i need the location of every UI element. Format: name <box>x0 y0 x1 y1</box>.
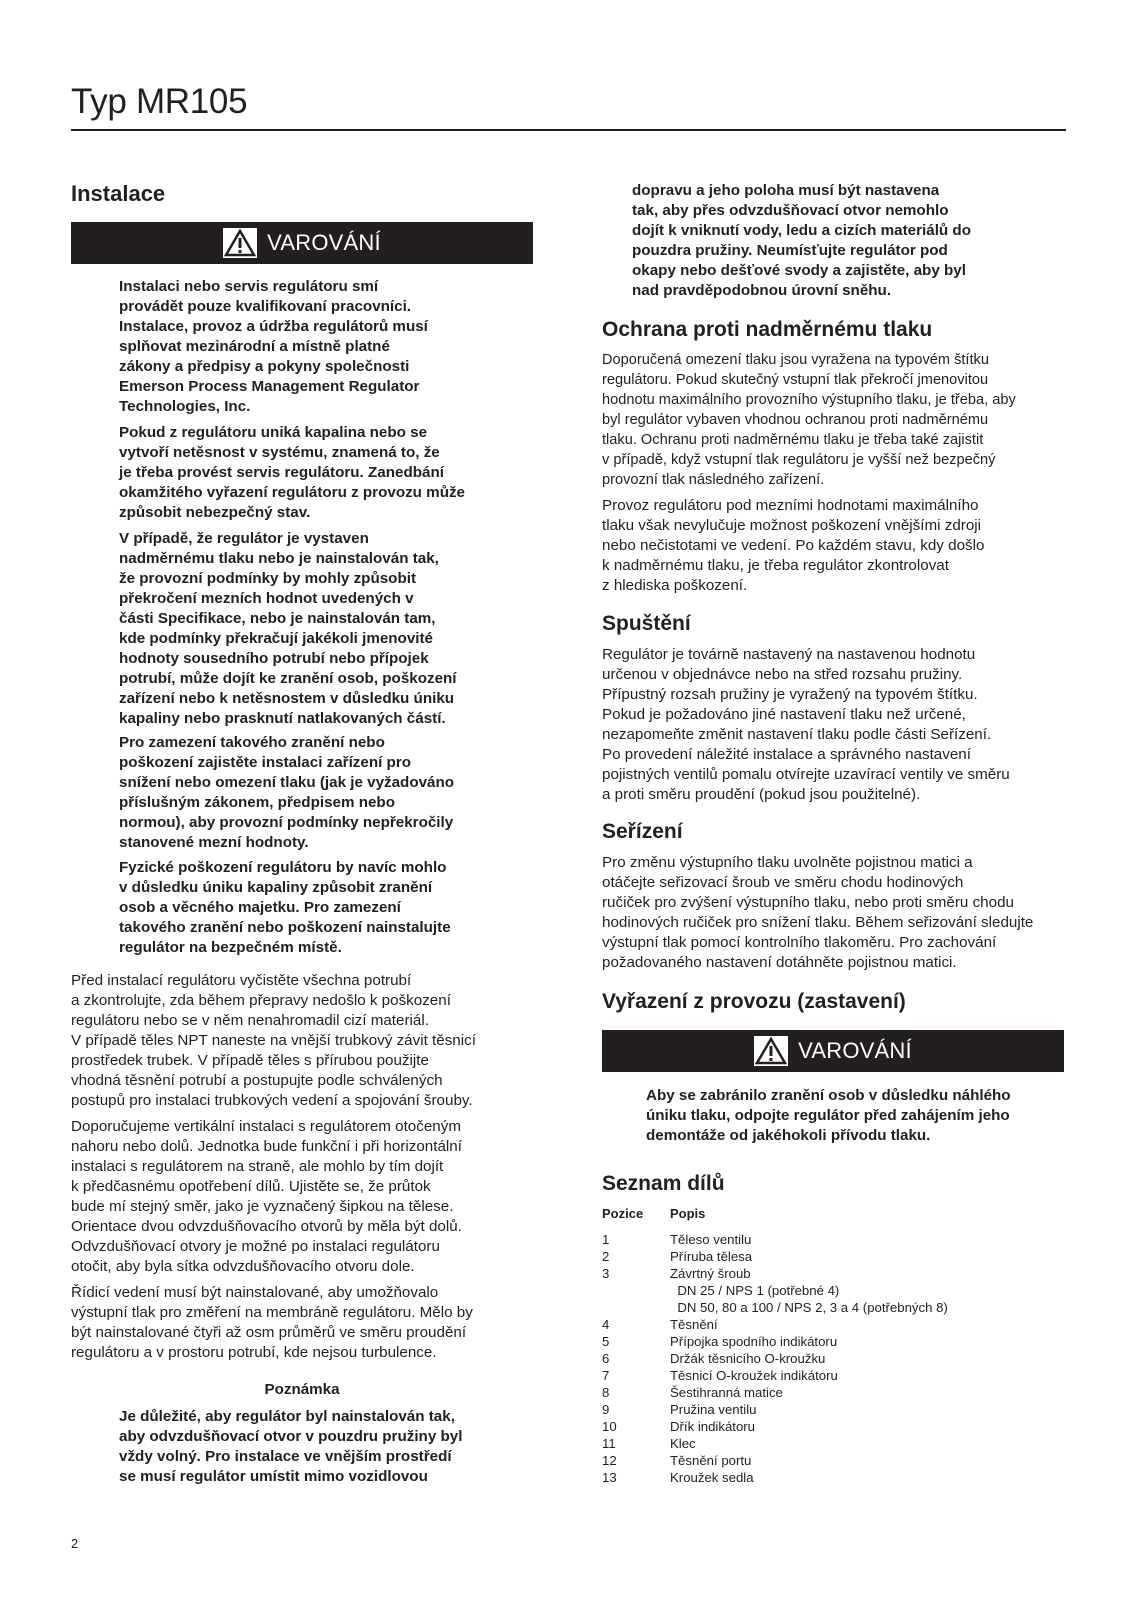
text-line: se musí regulátor umístit mimo vozidlovou <box>119 1468 428 1485</box>
text-line: zařízení nebo k netěsnostem v důsledku úniku <box>119 690 455 707</box>
text-line: je třeba provést servis regulátoru. Zanedbání <box>119 464 444 481</box>
text-line: osob a věcného majetku. Pro zamezení <box>119 899 401 916</box>
text-line: tlaku však nevylučuje možnost poškození vnějšími zdroji <box>602 517 982 534</box>
text-line: splňovat mezinárodní a místně platné <box>119 338 390 355</box>
part-description: DN 25 / NPS 1 (potřebné 4) <box>670 1283 840 1298</box>
overpressure-paragraph <box>602 496 1067 596</box>
part-number: 9 <box>602 1402 610 1417</box>
text-line: Odvzdušňovací otvory je možné po instalaci regulátoru <box>71 1238 440 1255</box>
text-line: Řídicí vedení musí být nainstalované, aby umožňovalo <box>71 1284 439 1301</box>
part-description: Šestihranná matice <box>670 1385 783 1400</box>
warning-paragraph <box>119 858 499 958</box>
text-line: pojistných ventilů pomalu otvírejte uzavírací ventily ve směru <box>602 766 1010 783</box>
text-line: Aby se zabránilo zranění osob v důsledku náhlého <box>646 1087 1011 1104</box>
text-line: pouzdra pružiny. Neumísťujte regulátor pod <box>632 242 948 259</box>
text-line: regulátor na bezpečném místě. <box>119 939 342 956</box>
warning-paragraph <box>119 277 499 417</box>
body-paragraph <box>71 1283 536 1363</box>
part-number: 11 <box>602 1436 616 1451</box>
text-line: že provozní podmínky by mohly způsobit <box>119 570 417 587</box>
overpressure-heading: Ochrana proti nadměrnému tlaku <box>602 318 933 341</box>
text-line: byl regulátor vybaven vhodnou ochranou proti nadměrnému <box>602 412 989 428</box>
note-label: Poznámka <box>264 1381 340 1398</box>
text-line: bude mí stejný směr, jako je vyznačený šipkou na tělese. <box>71 1198 454 1215</box>
text-line: úniku tlaku, odpojte regulátor před zahájením jeho <box>646 1107 1010 1124</box>
text-line: Před instalací regulátoru vyčistěte všechna potrubí <box>71 972 412 989</box>
text-line: V případě těles NPT naneste na vnější trubkový závit těsnicí <box>71 1032 476 1049</box>
warning-paragraph <box>119 529 499 729</box>
parts-row <box>602 1350 825 1367</box>
body-paragraph <box>71 971 536 1111</box>
text-line: okapy nebo dešťové svody a zajistěte, aby byl <box>632 262 966 279</box>
text-line: regulátoru. Pokud skutečný vstupní tlak překročí jmenovitou <box>602 372 989 388</box>
text-line: dopravu a jeho poloha musí být nastavena <box>632 182 940 199</box>
text-line: otáčejte seřizovací šroub ve směru chodu hodinových <box>602 874 964 891</box>
parts-row <box>602 1418 755 1435</box>
part-number: 8 <box>602 1385 610 1400</box>
text-line: regulátoru nebo se v něm nenahromadil cizí materiál. <box>71 1012 429 1029</box>
text-line: Pokud je požadováno jiné nastavení tlaku než určené, <box>602 706 966 723</box>
text-line: z hlediska poškození. <box>602 577 748 594</box>
text-line: vhodná těsnění potrubí a postupujte podle schválených <box>71 1072 443 1089</box>
text-line: nadměrnému tlaku nebo je nainstalován tak, <box>119 550 439 567</box>
text-line: požadovaného nastavení dotáhněte pojistnou matici. <box>602 954 957 971</box>
text-line: nebo nečistotami ve vedení. Po každém stavu, kdy došlo <box>602 537 985 554</box>
part-number: 2 <box>602 1249 610 1264</box>
text-line: regulátoru a v prostoru potrubí, kde nejsou turbulence. <box>71 1344 437 1361</box>
text-line: hodnotu maximálního provozního výstupního tlaku, je třeba, aby <box>602 392 1016 408</box>
text-line: určenou v objednávce nebo na střed rozsahu pružiny. <box>602 666 963 683</box>
document-title: Typ MR105 <box>71 82 248 121</box>
text-line: kde podmínky překračují jakékoli jmenovité <box>119 630 433 647</box>
part-description: Těsnicí O-kroužek indikátoru <box>670 1368 838 1383</box>
text-line: nezapomeňte změnit nastavení tlaku podle části Seřízení. <box>602 726 992 743</box>
text-line: stanovené mezní hodnoty. <box>119 834 309 851</box>
parts-list-heading: Seznam dílů <box>602 1172 725 1195</box>
text-line: Orientace dvou odvzdušňovacího otvorů by měla být dolů. <box>71 1218 462 1235</box>
text-line: překročení mezních hodnot uvedených v <box>119 590 414 607</box>
text-line: příslušným zákonem, předpisem nebo <box>119 794 395 811</box>
text-line: Přípustný rozsah pružiny je vyražený na typovém štítku. <box>602 686 978 703</box>
text-line: ručiček pro zvýšení výstupního tlaku, nebo proti směru chodu <box>602 894 1014 911</box>
parts-row <box>602 1384 783 1401</box>
part-number: 7 <box>602 1368 610 1383</box>
installation-warning-bar <box>71 222 533 264</box>
text-line: tak, aby přes odvzdušňovací otvor nemohlo <box>632 202 949 219</box>
text-line: aby odvzdušňovací otvor v pouzdru pružiny byl <box>119 1428 463 1445</box>
part-number: 5 <box>602 1334 610 1349</box>
overpressure-paragraph <box>602 350 1067 490</box>
part-number: 12 <box>602 1453 617 1468</box>
text-line: kapaliny nebo prasknutí natlakovaných částí. <box>119 710 446 727</box>
parts-row <box>602 1435 696 1452</box>
text-line: postupů pro instalaci trubkových vedení a spojování šrouby. <box>71 1092 473 1109</box>
startup-paragraph <box>602 645 1067 805</box>
text-line: provádět pouze kvalifikovaní pracovníci. <box>119 298 412 315</box>
parts-row <box>602 1248 752 1265</box>
part-number: 13 <box>602 1470 617 1485</box>
text-line: Regulátor je továrně nastavený na nastavenou hodnotu <box>602 646 976 663</box>
text-line: prostředek trubek. V případě těles s přírubou použijte <box>71 1052 429 1069</box>
text-line: otočit, aby byla sítka odvzdušňovacího otvoru dole. <box>71 1258 415 1275</box>
text-line: a proti směru proudění (pokud jsou použitelné). <box>602 786 921 803</box>
part-description: Přípojka spodního indikátoru <box>670 1334 838 1349</box>
warning-label: VAROVÁNÍ <box>798 1038 912 1063</box>
warning-label: VAROVÁNÍ <box>267 230 381 255</box>
text-line: Pro změnu výstupního tlaku uvolněte pojistnou matici a <box>602 854 973 871</box>
text-line: hodnoty sousedního potrubí nebo přípojek <box>119 650 429 667</box>
text-line: tlaku. Ochranu proti nadměrnému tlaku je třeba také zajistit <box>602 432 984 448</box>
text-line: snížení nebo omezení tlaku (jak je vyžadováno <box>119 774 455 791</box>
text-line: nad pravděpodobnou úrovní sněhu. <box>632 282 892 299</box>
part-description: Těsnění <box>670 1317 718 1332</box>
text-line: Doporučená omezení tlaku jsou vyražena na typovém štítku <box>602 352 989 368</box>
part-description: Závrtný šroub <box>670 1266 751 1281</box>
part-description: Klec <box>670 1436 696 1451</box>
text-line: k nadměrnému tlaku, je třeba regulátor zkontrolovat <box>602 557 949 574</box>
text-line: způsobit nebezpečný stav. <box>119 504 311 521</box>
text-line: instalaci s regulátorem na straně, ale mohlo by tím dojít <box>71 1158 444 1175</box>
text-line: a zkontrolujte, zda během přepravy nedošlo k poškození <box>71 992 451 1009</box>
title-rule <box>71 129 1066 131</box>
parts-row <box>602 1299 948 1316</box>
text-line: poškození zajistěte instalaci zařízení pro <box>119 754 412 771</box>
text-line: výstupní tlak pomocí kontrolního tlakoměru. Pro zachování <box>602 934 997 951</box>
text-line: být nainstalované čtyři až osm průměrů ve směru proudění <box>71 1324 467 1341</box>
part-number: 6 <box>602 1351 610 1366</box>
text-line: Instalaci nebo servis regulátoru smí <box>119 278 379 295</box>
parts-row <box>602 1469 754 1486</box>
part-description: Dřík indikátoru <box>670 1419 756 1434</box>
note-paragraph <box>119 1407 519 1487</box>
adjustment-heading: Seřízení <box>602 820 683 843</box>
note-paragraph-continued <box>632 181 1052 301</box>
parts-column-description: Popis <box>670 1206 706 1221</box>
part-number: 10 <box>602 1419 617 1434</box>
text-line: demontáže od jakéhokoli přívodu tlaku. <box>646 1127 931 1144</box>
startup-heading: Spuštění <box>602 612 691 635</box>
text-line: normou), aby provozní podmínky nepřekročily <box>119 814 454 831</box>
part-description: Držák těsnicího O-kroužku <box>670 1351 826 1366</box>
parts-column-position: Pozice <box>602 1206 644 1221</box>
part-number: 1 <box>602 1232 610 1247</box>
body-paragraph <box>71 1117 536 1277</box>
warning-triangle-icon <box>223 228 257 258</box>
part-description: Těsnění portu <box>670 1453 752 1468</box>
text-line: Pro zamezení takového zranění nebo <box>119 734 385 751</box>
text-line: dojít k vniknutí vody, ledu a cizích materiálů do <box>632 222 971 239</box>
parts-row <box>602 1265 751 1282</box>
parts-row <box>602 1401 757 1418</box>
part-number: 4 <box>602 1317 610 1332</box>
part-description: DN 50, 80 a 100 / NPS 2, 3 a 4 (potřebných 8) <box>670 1300 948 1315</box>
text-line: Fyzické poškození regulátoru by navíc mohlo <box>119 859 447 876</box>
parts-row <box>602 1231 751 1248</box>
text-line: Instalace, provoz a údržba regulátorů musí <box>119 318 428 335</box>
text-line: takového zranění nebo poškození nainstalujte <box>119 919 451 936</box>
shutdown-warning-bar <box>602 1030 1064 1072</box>
adjustment-paragraph <box>602 853 1067 973</box>
parts-row <box>602 1316 718 1333</box>
text-line: Technologies, Inc. <box>119 398 251 415</box>
text-line: okamžitého vyřazení regulátoru z provozu může <box>119 484 466 501</box>
text-line: části Specifikace, nebo je nainstalován tam, <box>119 610 436 627</box>
text-line: zákony a předpisy a pokyny společnosti <box>119 358 410 375</box>
part-description: Příruba tělesa <box>670 1249 753 1264</box>
part-description: Těleso ventilu <box>670 1232 752 1247</box>
text-line: Provoz regulátoru pod mezními hodnotami maximálního <box>602 497 979 514</box>
text-line: vždy volný. Pro instalace ve vnějším prostředí <box>119 1448 452 1465</box>
shutdown-heading: Vyřazení z provozu (zastavení) <box>602 990 906 1013</box>
part-number: 3 <box>602 1266 610 1281</box>
parts-row <box>602 1333 837 1350</box>
warning-paragraph <box>119 423 499 523</box>
text-line: potrubí, může dojít ke zranění osob, poškození <box>119 670 457 687</box>
text-line: Emerson Process Management Regulator <box>119 378 420 395</box>
text-line: Doporučujeme vertikální instalaci s regulátorem otočeným <box>71 1118 461 1135</box>
text-line: v případě, když vstupní tlak regulátoru je vyšší než bezpečný <box>602 452 996 468</box>
page-number: 2 <box>71 1536 79 1551</box>
parts-row <box>602 1367 838 1384</box>
parts-row <box>602 1282 839 1299</box>
text-line: Po provedení náležité instalace a správného nastavení <box>602 746 971 763</box>
text-line: Je důležité, aby regulátor byl nainstalován tak, <box>119 1408 455 1425</box>
text-line: provozní tlak následného zařízení. <box>602 472 825 488</box>
warning-triangle-icon <box>754 1036 788 1066</box>
part-description: Kroužek sedla <box>670 1470 754 1485</box>
part-description: Pružina ventilu <box>670 1402 757 1417</box>
text-line: k předčasnému opotřebení dílů. Ujistěte se, že průtok <box>71 1178 431 1195</box>
text-line: hodinových ručiček pro snížení tlaku. Během seřizování sledujte <box>602 914 1034 931</box>
text-line: vytvoří netěsnost v systému, znamená to, že <box>119 444 440 461</box>
installation-heading: Instalace <box>71 181 166 206</box>
text-line: v důsledku úniku kapaliny způsobit zranění <box>119 879 433 896</box>
text-line: V případě, že regulátor je vystaven <box>119 530 369 547</box>
text-line: výstupní tlak pro změření na membráně regulátoru. Mělo by <box>71 1304 473 1321</box>
text-line: nahoru nebo dolů. Jednotka bude funkční i při horizontální <box>71 1138 462 1155</box>
warning-paragraph <box>119 733 499 853</box>
parts-row <box>602 1452 751 1469</box>
shutdown-warning-paragraph <box>646 1086 1056 1146</box>
text-line: Pokud z regulátoru uniká kapalina nebo se <box>119 424 428 441</box>
